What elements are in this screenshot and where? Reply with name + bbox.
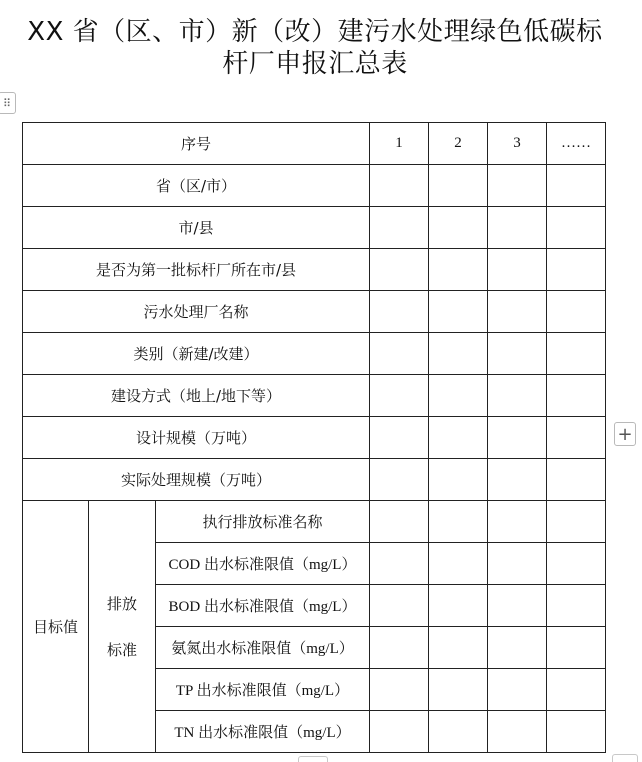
table-row — [23, 207, 606, 249]
table-cell[interactable] — [429, 375, 488, 417]
table-cell[interactable] — [429, 711, 488, 753]
table-cell[interactable] — [547, 711, 606, 753]
table-cell[interactable] — [547, 585, 606, 627]
table-cell[interactable] — [429, 249, 488, 291]
table-row — [23, 459, 606, 501]
table-cell[interactable] — [488, 165, 547, 207]
table-cell[interactable] — [370, 627, 429, 669]
header-label-cell: 序号 — [23, 123, 370, 165]
row-label: BOD 出水标准限值（mg/L） — [156, 585, 370, 627]
table-cell[interactable] — [488, 417, 547, 459]
table-cell[interactable] — [429, 585, 488, 627]
table-cell[interactable] — [429, 501, 488, 543]
table-cell[interactable] — [547, 417, 606, 459]
table-cell[interactable] — [429, 207, 488, 249]
emission-standard-label: 排放 标准 — [89, 501, 156, 753]
table-cell[interactable] — [370, 165, 429, 207]
table-cell[interactable] — [547, 501, 606, 543]
row-label: 是否为第一批标杆厂所在市/县 — [23, 249, 370, 291]
bottom-control-stub[interactable] — [298, 756, 328, 762]
table-cell[interactable] — [370, 333, 429, 375]
table-cell[interactable] — [488, 585, 547, 627]
table-cell[interactable] — [370, 459, 429, 501]
table-cell[interactable] — [488, 669, 547, 711]
table-cell[interactable] — [370, 543, 429, 585]
table-cell[interactable] — [429, 669, 488, 711]
table-cell[interactable] — [547, 249, 606, 291]
table-cell[interactable] — [429, 333, 488, 375]
table-cell[interactable] — [488, 627, 547, 669]
table-cell[interactable] — [488, 333, 547, 375]
row-label: 省（区/市） — [23, 165, 370, 207]
table-cell[interactable] — [488, 207, 547, 249]
row-label: 执行排放标准名称 — [156, 501, 370, 543]
table-header-row — [23, 123, 606, 165]
table-cell[interactable] — [370, 585, 429, 627]
row-label: 建设方式（地上/地下等） — [23, 375, 370, 417]
table-cell[interactable] — [488, 711, 547, 753]
table-cell[interactable] — [547, 375, 606, 417]
table-cell[interactable] — [547, 165, 606, 207]
table-drag-handle-icon[interactable]: ⠿ — [0, 92, 16, 114]
row-label: TN 出水标准限值（mg/L） — [156, 711, 370, 753]
table-cell[interactable] — [547, 669, 606, 711]
table-cell[interactable] — [547, 459, 606, 501]
table-cell[interactable] — [547, 207, 606, 249]
row-label: 氨氮出水标准限值（mg/L） — [156, 627, 370, 669]
table-cell[interactable] — [429, 459, 488, 501]
column-1-header: 1 — [370, 123, 429, 165]
table-cell[interactable] — [370, 375, 429, 417]
table-row — [23, 249, 606, 291]
table-row — [23, 333, 606, 375]
table-cell[interactable] — [488, 543, 547, 585]
table-cell[interactable] — [429, 543, 488, 585]
table-cell[interactable] — [547, 291, 606, 333]
table-cell[interactable] — [488, 459, 547, 501]
title-line-2: 杆厂申报汇总表 — [222, 49, 408, 79]
document-title — [0, 16, 630, 80]
row-label: 实际处理规模（万吨） — [23, 459, 370, 501]
table-cell[interactable] — [370, 249, 429, 291]
table-cell[interactable] — [547, 543, 606, 585]
table-row — [23, 375, 606, 417]
table-row — [23, 291, 606, 333]
bottom-right-control-stub[interactable] — [612, 754, 638, 762]
row-label: TP 出水标准限值（mg/L） — [156, 669, 370, 711]
table-row — [23, 417, 606, 459]
table-cell[interactable] — [370, 669, 429, 711]
table-cell[interactable] — [429, 627, 488, 669]
row-label: 市/县 — [23, 207, 370, 249]
table-cell[interactable] — [370, 501, 429, 543]
add-row-icon[interactable]: + — [614, 422, 636, 446]
row-label: 设计规模（万吨） — [23, 417, 370, 459]
table-cell[interactable] — [488, 375, 547, 417]
table-cell[interactable] — [370, 291, 429, 333]
table-cell[interactable] — [488, 291, 547, 333]
table-cell[interactable] — [429, 165, 488, 207]
title-line-1: XX 省（区、市）新（改）建污水处理绿色低碳标 — [27, 17, 603, 47]
table-cell[interactable] — [429, 417, 488, 459]
target-group-label: 目标值 — [23, 501, 89, 753]
table-cell[interactable] — [429, 291, 488, 333]
table-cell[interactable] — [488, 249, 547, 291]
column-2-header: 2 — [429, 123, 488, 165]
row-label: 污水处理厂名称 — [23, 291, 370, 333]
table-cell[interactable] — [370, 207, 429, 249]
row-label: COD 出水标准限值（mg/L） — [156, 543, 370, 585]
table-cell[interactable] — [370, 711, 429, 753]
column-more-header: …… — [547, 123, 606, 165]
table-row — [23, 501, 606, 543]
column-3-header: 3 — [488, 123, 547, 165]
report-table — [22, 122, 606, 753]
row-label: 类别（新建/改建） — [23, 333, 370, 375]
table-cell[interactable] — [547, 333, 606, 375]
table-row — [23, 165, 606, 207]
table-cell[interactable] — [488, 501, 547, 543]
table-cell[interactable] — [547, 627, 606, 669]
table-cell[interactable] — [370, 417, 429, 459]
